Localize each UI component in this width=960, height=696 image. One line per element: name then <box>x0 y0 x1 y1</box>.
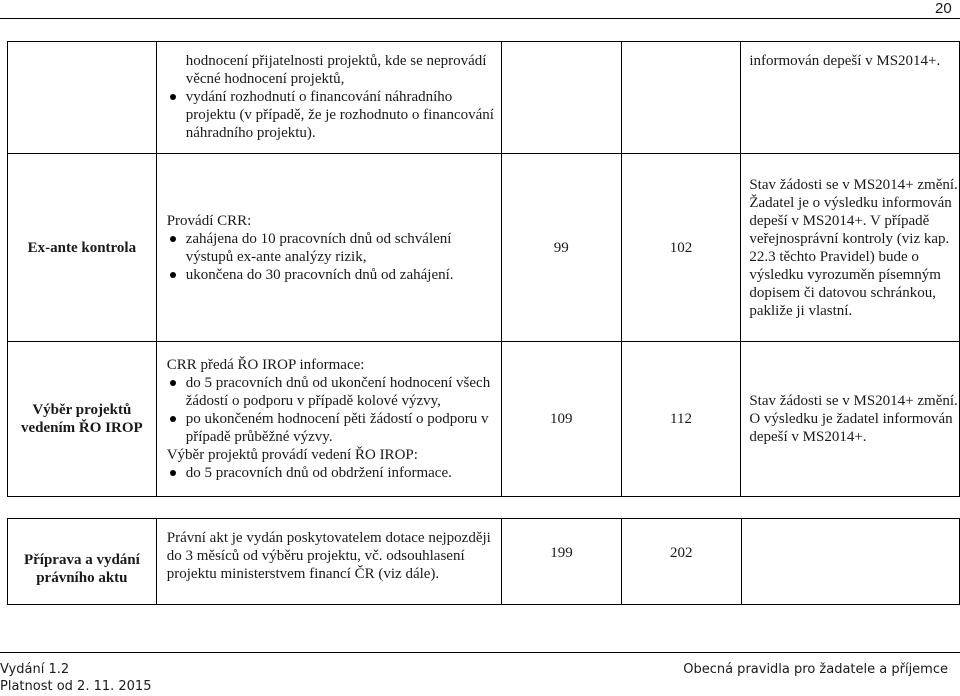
list-item: vydání rozhodnutí o financování náhradního projektu (v případě, že je rozhodnuto o financování náhradního projektu). <box>167 88 495 142</box>
cell-empty-label <box>8 42 157 154</box>
intro-text: CRR předá ŘO IROP informace: <box>166 357 365 373</box>
list-item: do 5 pracovních dnů od ukončení hodnocení všech žádostí o podporu v případě kolové výzvy, <box>167 374 495 410</box>
list-item: do 5 pracovních dnů od obdržení informace. <box>167 464 495 482</box>
cell-note: informován depeší v MS2014+. <box>741 42 960 154</box>
cell-num1: 99 <box>501 154 621 342</box>
table-row-exante <box>8 154 960 342</box>
cell-text: Právní akt je vydán poskytovatelem dotace nejpozději do 3 měsíců od výběru projektu, vč. odsouhlasení projektu ministerstvem financí ČR (viz dále). <box>156 519 501 605</box>
cell-text <box>156 342 501 497</box>
cell-empty-note <box>741 519 959 605</box>
bullet-list <box>167 374 495 446</box>
cell-text <box>156 154 501 342</box>
footer-doc-title: Obecná pravidla pro žadatele a příjemce <box>683 662 948 677</box>
row-label: Výběr projektů vedením ŘO IROP <box>8 342 157 497</box>
process-table-continued <box>7 518 960 605</box>
cell-note: Stav žádosti se v MS2014+ změní. O výsledku je žadatel informován depeší v MS2014+. <box>741 342 960 497</box>
list-item: ukončena do 30 pracovních dnů od zahájení. <box>167 266 495 284</box>
list-item: po ukončeném hodnocení pěti žádostí o podporu v případě průběžné výzvy. <box>167 410 495 446</box>
table-row-top <box>8 42 960 154</box>
cell-num2: 102 <box>621 154 741 342</box>
cell-text <box>156 42 501 154</box>
cell-empty-num2 <box>621 42 741 154</box>
cell-num2: 112 <box>621 342 741 497</box>
process-table <box>7 41 960 497</box>
header-rule <box>0 18 960 19</box>
bullet-list <box>167 230 495 284</box>
cell-num2: 202 <box>621 519 741 605</box>
cell-num1: 199 <box>502 519 622 605</box>
bullet-list <box>167 464 495 482</box>
footer-validity: Platnost od 2. 11. 2015 <box>0 679 152 694</box>
cell-note: Stav žádosti se v MS2014+ změní. Žadatel je o výsledku informován depeší v MS2014+. V případě veřejnosprávní kontroly (viz kap. 22.3 těchto Pravidel) bude o výsledku vyrozuměn písemným dopisem či datovou schránkou, pakliže ji vlastní. <box>741 154 960 342</box>
footer-rule <box>0 652 960 653</box>
table-row-vyber <box>8 342 960 497</box>
cell-empty-num1 <box>501 42 621 154</box>
row-label: Příprava a vydání právního aktu <box>8 519 157 605</box>
continued-text: hodnocení přijatelnosti projektů, kde se neprovádí věcné hodnocení projektů, <box>185 53 487 87</box>
table-row-priprava <box>8 519 960 605</box>
list-item: zahájena do 10 pracovních dnů od schválení výstupů ex-ante analýzy rizik, <box>167 230 495 266</box>
page-number: 20 <box>935 0 952 17</box>
intro-text: Výběr projektů provádí vedení ŘO IROP: <box>166 447 418 463</box>
bullet-list <box>167 88 495 142</box>
footer-version: Vydání 1.2 <box>0 662 70 677</box>
row-label: Ex-ante kontrola <box>8 154 157 342</box>
cell-num1: 109 <box>501 342 621 497</box>
intro-text: Provádí CRR: <box>166 212 252 229</box>
